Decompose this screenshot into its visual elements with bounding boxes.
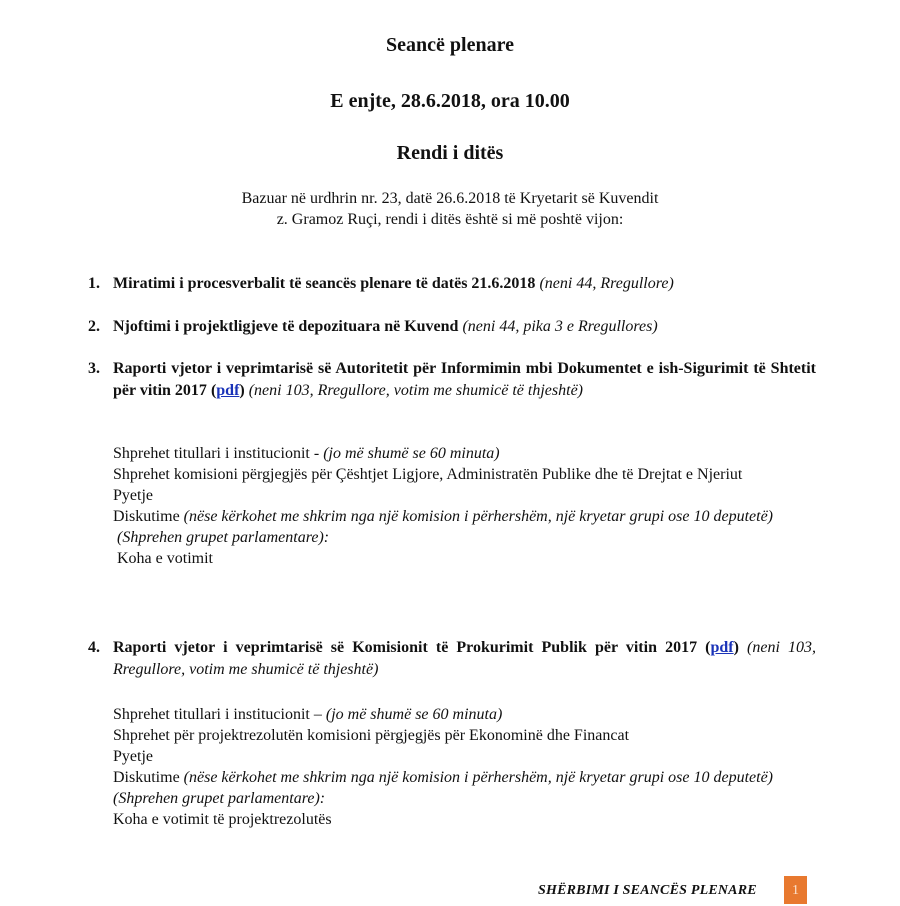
agenda-item-1 (88, 273, 816, 295)
pdf-link[interactable]: pdf (216, 382, 240, 399)
intro-paragraph (0, 188, 900, 230)
page-number-badge: 1 (784, 876, 807, 904)
open-paren: ( (210, 382, 217, 399)
item-note: (neni 103, Rregullore, votim me shumicë të thjeshtë) (113, 639, 817, 678)
detail-groups-line: (Shprehen grupet parlamentare): (113, 790, 326, 807)
detail-questions-line: Pyetje (113, 748, 153, 765)
close-paren: ) (239, 382, 245, 399)
agenda-item-4 (88, 637, 816, 681)
detail-discussion-line: Diskutime (nëse kërkohet me shkrim nga një komision i përhershëm, një kryetar grupi ose 10 deputetë) (113, 769, 774, 786)
agenda-item-3 (88, 358, 816, 402)
detail-speaker-line: Shprehet titullari i institucionit - (jo më shumë se 60 minuta) (113, 445, 500, 462)
detail-committee-line: Shprehet për projektrezolutën komisioni përgjegjës për Ekonominë dhe Financat (113, 727, 630, 744)
pdf-link[interactable]: pdf (710, 639, 734, 656)
detail-groups-line: (Shprehen grupet parlamentare): (117, 529, 330, 546)
item-number: 2. (88, 318, 100, 335)
detail-committee-line: Shprehet komisioni përgjegjës për Çështjet Ligjore, Administratën Publike dhe të Drejtat e Njeriut (113, 466, 743, 483)
item-number: 4. (88, 639, 100, 656)
item-number: 3. (88, 360, 100, 377)
agenda-item-4-details (113, 704, 825, 830)
item-note: (neni 44, Rregullore) (539, 275, 674, 292)
item-number: 1. (88, 275, 100, 292)
agenda-item-2 (88, 316, 816, 338)
item-title: Njoftimi i projektligjeve të depozituara në Kuvend (113, 318, 459, 335)
detail-speaker-line: Shprehet titullari i institucionit – (jo më shumë se 60 minuta) (113, 706, 503, 723)
item-note: (neni 44, pika 3 e Rregullores) (462, 318, 658, 335)
detail-vote-line: Koha e votimit të projektrezolutës (113, 811, 332, 828)
detail-vote-line: Koha e votimit (117, 550, 213, 567)
footer-label: SHËRBIMI I SEANCËS PLENARE (538, 883, 757, 898)
intro-line-1: Bazuar në urdhrin nr. 23, datë 26.6.2018 të Kryetarit së Kuvendit (241, 190, 659, 207)
document-title: Seancë plenare (386, 34, 514, 56)
item-title: Raporti vjetor i veprimtarisë së Komisionit të Prokurimit Publik për vitin 2017 (113, 639, 698, 656)
session-date: E enjte, 28.6.2018, ora 10.00 (330, 90, 570, 112)
item-note: (neni 103, Rregullore, votim me shumicë të thjeshtë) (248, 382, 583, 399)
agenda-item-3-details (113, 443, 825, 569)
intro-line-2: z. Gramoz Ruçi, rendi i ditës është si më poshtë vijon: (276, 211, 624, 228)
detail-questions-line: Pyetje (113, 487, 153, 504)
open-paren: ( (705, 639, 711, 656)
agenda-title: Rendi i ditës (396, 142, 504, 164)
item-title: Miratimi i procesverbalit të seancës plenare të datës 21.6.2018 (113, 275, 536, 292)
item-title: Raporti vjetor i veprimtarisë së Autoritetit për Informimin mbi Dokumentet e ish-Sigurimit të Shtetit për vitin 2017 (113, 360, 816, 399)
detail-discussion-line: Diskutime (nëse kërkohet me shkrim nga një komision i përhershëm, një kryetar grupi ose 10 deputetë) (113, 508, 774, 525)
close-paren: ) (733, 639, 739, 656)
